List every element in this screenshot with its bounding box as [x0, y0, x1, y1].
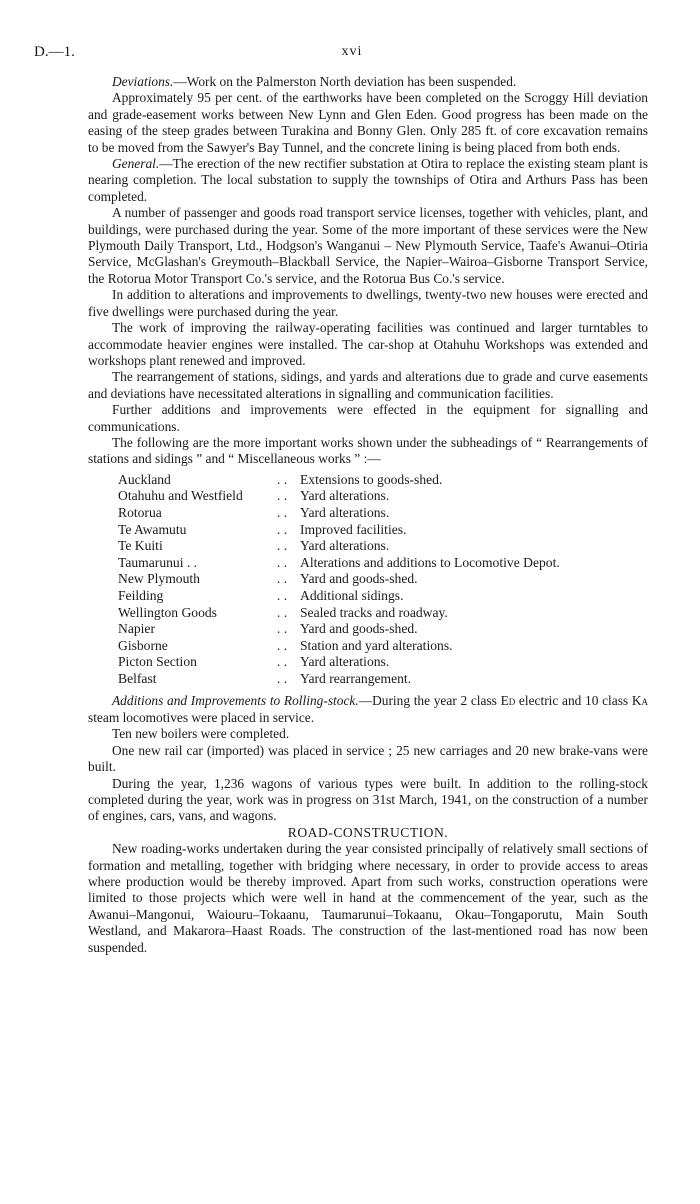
works-place: Wellington Goods	[118, 604, 217, 620]
rolling-text-b: electric and 10 class	[515, 693, 632, 709]
paragraph-deviations	[88, 74, 648, 90]
paragraph-deviations-2: Approximately 95 per cent. of the earthworks have been completed on the Scroggy Hill deviation and grade-easement works between New Lynn and Glen Eden. Good progress has been made on the easing of the steep grades between Turakina and Bonny Glen. Only 285 ft. of core excavation remains to be moved from the Sawyer's Bay Tunnel, and the concrete lining is being placed from both ends.	[88, 90, 648, 155]
rolling-text-c: steam locomotives were placed in service.	[88, 709, 315, 725]
deviations-heading: Deviations.	[112, 74, 174, 89]
works-place: Napier	[118, 621, 155, 637]
works-place: New Plymouth	[118, 571, 200, 587]
works-row	[118, 588, 560, 605]
section-title-road-construction: ROAD-CONSTRUCTION.	[287, 824, 449, 840]
works-row	[118, 555, 560, 572]
works-description: Yard and goods-shed.	[300, 571, 418, 587]
works-row	[118, 621, 560, 638]
works-row	[118, 538, 560, 555]
works-leader-dots: . .	[276, 471, 288, 487]
works-row	[118, 522, 560, 539]
paragraph-general-3: In addition to alterations and improvements to dwellings, twenty-two new houses were erected and five dwellings were purchased during the year.	[88, 287, 648, 319]
page-header	[34, 44, 670, 64]
works-row	[118, 638, 560, 655]
works-description: Yard and goods-shed.	[300, 621, 418, 637]
works-place: Gisborne	[118, 637, 168, 653]
works-row	[118, 671, 560, 688]
rolling-stock-heading: Additions and Improvements to Rolling-stock.	[112, 693, 359, 709]
works-description: Alterations and additions to Locomotive Depot.	[300, 554, 560, 570]
works-leader-dots: . .	[276, 604, 288, 620]
works-leader-dots: . .	[276, 504, 288, 520]
works-description: Station and yard alterations.	[300, 637, 453, 653]
locomotive-class-ed: Ed	[500, 693, 516, 709]
paragraph-rolling-3: One new rail car (imported) was placed in service ; 25 new carriages and 20 new brake-vans were built.	[88, 742, 648, 775]
works-place: Otahuhu and Westfield	[118, 488, 243, 504]
works-row	[118, 654, 560, 671]
works-description: Yard rearrangement.	[300, 670, 412, 686]
works-place: Belfast	[118, 670, 157, 686]
body-text	[88, 74, 648, 956]
works-description: Yard alterations.	[300, 538, 390, 554]
paragraph-general-5: The rearrangement of stations, sidings, and yards and alterations due to grade and curve easements and deviations have necessitated alterations in signalling and communication facilities.	[88, 369, 648, 401]
works-row	[118, 505, 560, 522]
works-place: Picton Section	[118, 654, 197, 670]
paragraph-rolling-4: During the year, 1,236 wagons of various types were built. In addition to the rolling-stock completed during the year, work was in progress on 31st March, 1941, on the construction of a number of engines, cars, vans, and wagons.	[88, 775, 648, 824]
works-leader-dots: . .	[276, 488, 288, 504]
works-leader-dots: . .	[276, 521, 288, 537]
deviations-text-1: —Work on the Palmerston North deviation has been suspended.	[173, 74, 517, 89]
paragraph-rolling-stock	[88, 693, 648, 726]
works-leader-dots: . .	[276, 670, 288, 686]
works-description: Sealed tracks and roadway.	[300, 604, 448, 620]
paragraph-general	[88, 156, 648, 205]
works-description: Yard alterations.	[300, 488, 390, 504]
works-place: Taumarunui . .	[118, 554, 198, 570]
works-description: Yard alterations.	[300, 654, 390, 670]
document-reference: D.—1.	[34, 44, 75, 60]
works-leader-dots: . .	[276, 637, 288, 653]
paragraph-general-7: The following are the more important works shown under the subheadings of “ Rearrangements of stations and sidings ” and “ Miscellaneous works ” :—	[88, 434, 648, 467]
works-description: Extensions to goods-shed.	[300, 471, 443, 487]
works-leader-dots: . .	[276, 587, 288, 603]
works-description: Yard alterations.	[300, 504, 390, 520]
page-number: xvi	[341, 44, 363, 59]
works-description: Improved facilities.	[300, 521, 407, 537]
general-text-1: —The erection of the new rectifier substation at Otira to replace the existing steam plant is nearing completion. The local substation to supply the townships of Otira and Arthurs Pass has been completed.	[88, 156, 648, 204]
paragraph-general-6: Further additions and improvements were effected in the equipment for signalling and communications.	[88, 402, 648, 434]
paragraph-general-2: A number of passenger and goods road transport service licenses, together with vehicles, plant, and buildings, were purchased during the year. Some of the more important of these services were the New Plymouth Daily Transport, Ltd., Hodgson's Wanganui – New Plymouth Service, Taafe's Awanui–Otiria Service, McGlashan's Greymouth–Blackball Service, the Napier–Wairoa–Gisborne Transport Service, the Rotorua Motor Transport Co.'s service, and the Rotorua Bus Co.'s service.	[88, 205, 648, 286]
rolling-text-a: —During the year 2 class	[358, 693, 501, 709]
works-description: Additional sidings.	[300, 587, 404, 603]
works-place: Feilding	[118, 587, 164, 603]
works-leader-dots: . .	[276, 538, 288, 554]
general-heading: General.	[112, 156, 160, 172]
works-row	[118, 472, 560, 489]
works-row	[118, 605, 560, 622]
works-row	[118, 571, 560, 588]
locomotive-class-ka: Ka	[631, 693, 648, 709]
paragraph-road-1: New roading-works undertaken during the year consisted principally of relatively small sections of formation and metalling, together with bridging where necessary, in order to provide access to areas where production would be thereby improved. Apart from such works, construction operations were limited to those projects which were well in hand at the commencement of the year, such as the Awanui–Mangonui, Waiouru–Tokaanu, Taumarunui–Tokaanu, Okau–Tongaporutu, Main South Westland, and Makarora–Haast Roads. The construction of the last-mentioned road has now been suspended.	[88, 841, 648, 955]
works-leader-dots: . .	[276, 571, 288, 587]
works-table	[118, 472, 560, 688]
works-place: Te Awamutu	[118, 521, 187, 537]
paragraph-rolling-2: Ten new boilers were completed.	[112, 726, 290, 742]
works-row	[118, 488, 560, 505]
works-place: Rotorua	[118, 504, 162, 520]
works-leader-dots: . .	[276, 654, 288, 670]
works-leader-dots: . .	[276, 554, 288, 570]
works-leader-dots: . .	[276, 621, 288, 637]
paragraph-general-4: The work of improving the railway-operating facilities was continued and larger turntables to accommodate heavier engines were installed. The car-shop at Otahuhu Workshops was extended and workshops plant renewed and improved.	[88, 320, 648, 368]
works-place: Auckland	[118, 471, 171, 487]
works-place: Te Kuiti	[118, 538, 163, 554]
